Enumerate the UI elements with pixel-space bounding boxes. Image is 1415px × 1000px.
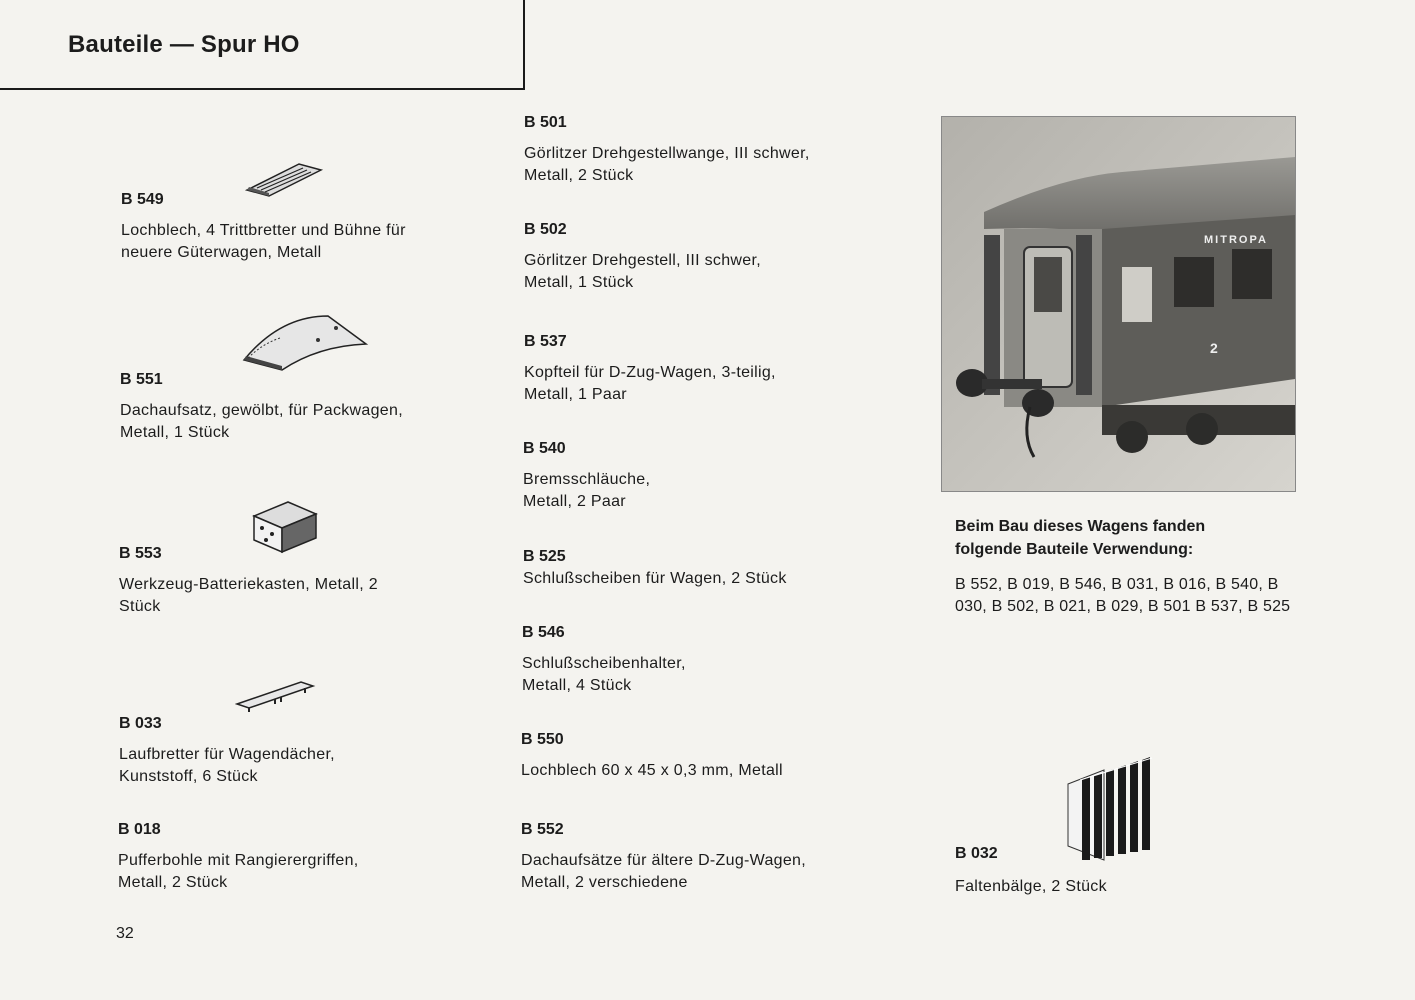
item-desc: Lochblech, 4 Trittbretter und Bühne für neuere Güterwagen, Metall xyxy=(121,222,406,261)
page-title: Bauteile — Spur HO xyxy=(68,31,300,58)
roof-attachment-drawing xyxy=(240,310,370,372)
item-b537 xyxy=(524,333,884,406)
item-b501 xyxy=(524,114,884,187)
item-code: B 525 xyxy=(523,548,566,565)
item-code: B 551 xyxy=(120,371,163,388)
item-b540 xyxy=(523,440,883,513)
item-code: B 502 xyxy=(524,221,567,238)
item-b550 xyxy=(521,731,881,782)
used-parts-heading: Beim Bau dieses Wagens fanden folgende Bauteile Verwendung: xyxy=(955,518,1206,558)
item-b018 xyxy=(118,821,478,894)
item-code: B 549 xyxy=(121,191,164,208)
item-code: B 540 xyxy=(523,440,566,457)
item-code: B 501 xyxy=(524,114,567,131)
car-number: 2 xyxy=(1210,340,1218,356)
page-number: 32 xyxy=(116,925,134,942)
item-desc: Bremsschläuche, Metall, 2 Paar xyxy=(523,471,651,510)
item-b546 xyxy=(522,624,882,697)
item-b551 xyxy=(120,371,480,444)
item-code: B 033 xyxy=(119,715,162,732)
item-code: B 546 xyxy=(522,624,565,641)
item-desc: Lochblech 60 x 45 x 0,3 mm, Metall xyxy=(521,762,783,779)
item-code: B 537 xyxy=(524,333,567,350)
item-desc: Kopfteil für D-Zug-Wagen, 3-teilig, Metall, 1 Paar xyxy=(524,364,776,403)
walkway-board-drawing xyxy=(235,678,317,714)
item-b549 xyxy=(121,191,481,264)
item-code: B 018 xyxy=(118,821,161,838)
item-desc: Dachaufsatz, gewölbt, für Packwagen, Metall, 1 Stück xyxy=(120,402,403,441)
used-parts-list: B 552, B 019, B 546, B 031, B 016, B 540, B 030, B 502, B 021, B 029, B 501 B 537, B 525 xyxy=(955,576,1291,615)
item-b525 xyxy=(523,548,883,590)
item-b553 xyxy=(119,545,479,618)
item-desc: Faltenbälge, 2 Stück xyxy=(955,878,1107,895)
item-desc: Laufbretter für Wagendächer, Kunststoff, 6 Stück xyxy=(119,746,335,785)
item-desc: Pufferbohle mit Rangierergriffen, Metall, 2 Stück xyxy=(118,852,359,891)
item-code: B 032 xyxy=(955,845,998,862)
item-b552 xyxy=(521,821,881,894)
item-b032 xyxy=(955,845,1315,898)
item-desc: Schlußscheibenhalter, Metall, 4 Stück xyxy=(522,655,686,694)
item-code: B 550 xyxy=(521,731,564,748)
item-desc: Görlitzer Drehgestellwange, III schwer, Metall, 2 Stück xyxy=(524,145,810,184)
item-desc: Görlitzer Drehgestell, III schwer, Metall, 1 Stück xyxy=(524,252,761,291)
item-desc: Werkzeug-Batteriekasten, Metall, 2 Stück xyxy=(119,576,378,615)
item-b033 xyxy=(119,715,479,788)
item-desc: Dachaufsätze für ältere D-Zug-Wagen, Metall, 2 verschiedene xyxy=(521,852,806,891)
coach-photo xyxy=(941,116,1296,492)
item-b502 xyxy=(524,221,884,294)
item-desc: Schlußscheiben für Wagen, 2 Stück xyxy=(523,570,787,587)
item-code: B 553 xyxy=(119,545,162,562)
item-code: B 552 xyxy=(521,821,564,838)
car-name: MITROPA xyxy=(1204,234,1268,246)
